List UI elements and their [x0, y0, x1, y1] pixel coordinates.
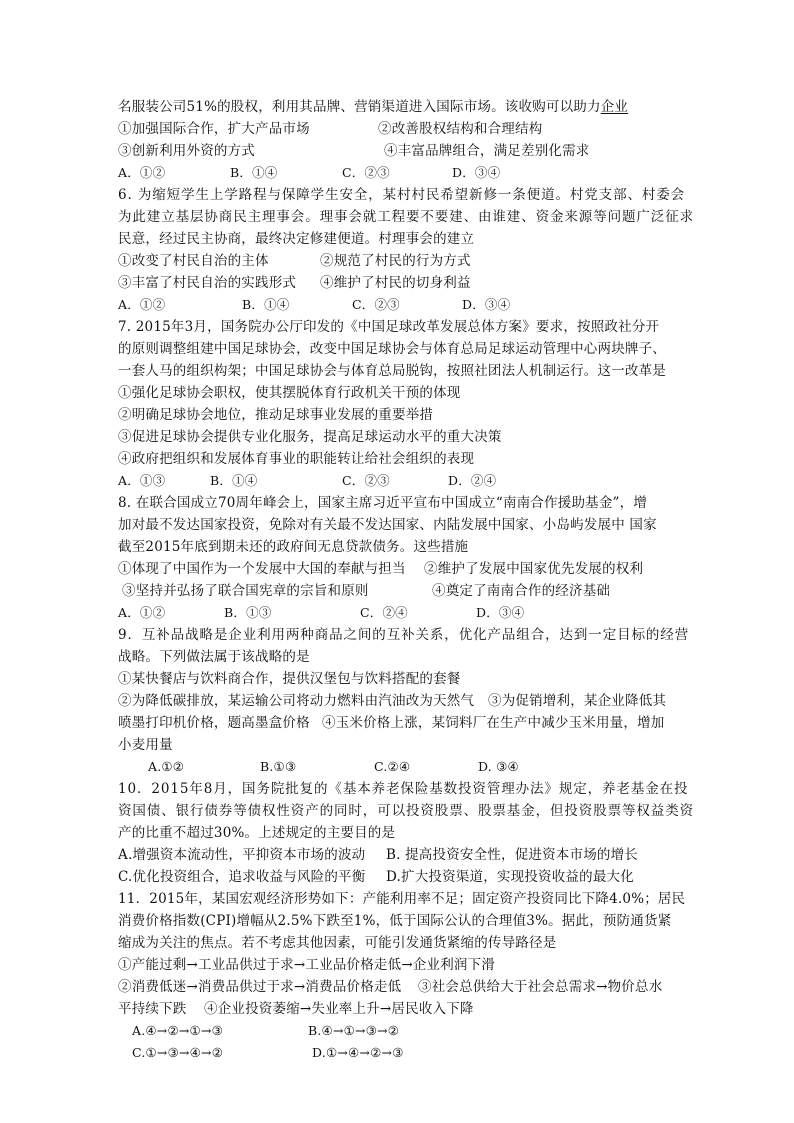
q8-answers [118, 602, 683, 624]
q5-answer-b: B．①④ [230, 165, 278, 180]
q6-option-2: ②规范了村民的行为方式 [320, 253, 471, 269]
q9-option-1: ①某快餐店与饮料商合作，提供汉堡包与饮料搭配的套餐 [118, 671, 461, 687]
q7-option-4: ④政府把组织和发展体育事业的职能转让给社会组织的表现 [118, 451, 475, 467]
q5-stem-text: 名服装公司51%的股权，利用其品牌、营销渠道进入国际市场。该收购可以助力 [118, 99, 601, 115]
q10-answer-b: B. 提高投资安全性，促进资本市场的增长 [386, 847, 639, 863]
q6-stem-line1: 6. 为缩短学生上学路程与保障学生安全，某村村民希望新修一条便道。村党支部、村委会 [118, 187, 686, 203]
q11-option-2: ②消费低迷→消费品供过于求→消费品价格走低 [118, 979, 402, 995]
q10-answers-row1 [118, 844, 683, 866]
q11-answer-d: D.①→④→②→③ [312, 1045, 404, 1060]
q11-option-3: ③社会总供给大于社会总需求→物价总水 [418, 979, 663, 995]
q8-stem-line2: 加对最不发达国家投资，免除对有关最不发达国家、内陆发展中国家、小岛屿发展中 国家 [118, 517, 657, 533]
q5-option-2: ②改善股权结构和合理结构 [378, 121, 543, 137]
q5-answer-a: A．①② [118, 165, 166, 180]
q5-stem-underlined: 企业 [600, 99, 629, 115]
q6-option-4: ④维护了村民的切身利益 [320, 275, 471, 291]
q11-option-1: ①产能过剩→工业品供过于求→工业品价格走低→企业利润下滑 [118, 957, 496, 973]
q8-answer-b: B．①③ [224, 605, 272, 620]
q7-answer-d: D．②④ [448, 473, 497, 488]
q10-answer-a: A.增强资本流动性，平抑资本市场的波动 [118, 847, 366, 863]
q8-options-row2 [118, 580, 683, 602]
q8-answer-d: D．③④ [476, 605, 525, 620]
q6-option-1: ①改变了村民自治的主体 [118, 253, 269, 269]
q6-answer-d: D．③④ [462, 297, 511, 312]
q11-stem-line3: 缩成为关注的焦点。若不考虑其他因素，可能引发通货紧缩的传导路径是 [118, 935, 557, 951]
q11-answer-c: C.①→③→④→② [132, 1045, 224, 1060]
q9-answer-b: B.①③ [260, 759, 297, 774]
q7-option-1: ①强化足球协会职权，使其摆脱体育行政机关干预的体现 [118, 385, 461, 401]
q7-option-2: ②明确足球协会地位，推动足球事业发展的重要举措 [118, 407, 434, 423]
q5-option-1: ①加强国际合作，扩大产品市场 [118, 121, 310, 137]
q5-options-row1 [118, 118, 683, 140]
q11-answer-a: A.④→②→①→③ [132, 1023, 224, 1038]
q10-stem-line2: 资国债、银行债券等债权性资产的同时，可以投资股票、股票基金，但投资股票等权益类资 [118, 803, 694, 819]
q11-option-3-cont: 平持续下跌 [118, 1001, 187, 1017]
q7-answers [118, 470, 683, 492]
q8-option-2: ②维护了发展中国家优先发展的权利 [424, 561, 644, 577]
q9-option-4: ④玉米价格上涨，某饲料厂在生产中减少玉米用量，增加 [322, 715, 665, 731]
q10-answer-c: C.优化投资组合，追求收益与风险的平衡 [118, 869, 366, 885]
q9-option-4-cont: 小麦用量 [118, 737, 173, 753]
q8-options-row1 [118, 558, 683, 580]
q5-answer-d: D．③④ [452, 165, 501, 180]
q7-option-3: ③促进足球协会提供专业化服务，提高足球运动水平的重大决策 [118, 429, 502, 445]
q10-stem-line1: 10．2015年8月，国务院批复的《基本养老保险基数投资管理办法》规定，养老基金在投 [118, 781, 689, 797]
q6-answer-c: C．②③ [352, 297, 400, 312]
q11-answers-row1 [118, 1020, 683, 1042]
q5-option-3: ③创新利用外资的方式 [118, 143, 255, 159]
q6-options-row2 [118, 272, 683, 294]
q6-answers [118, 294, 683, 316]
q7-stem-line1: 7. 2015年3月，国务院办公厅印发的《中国足球改革发展总体方案》要求，按照政社分开 [118, 319, 660, 335]
q7-answer-c: C．②③ [342, 473, 390, 488]
q6-stem-line3: 民意，经过民主协商，最终决定修建便道。村理事会的建立 [118, 231, 475, 247]
q7-stem-line3: 一套人马的组织构架；中国足球协会与体育总局脱钩，按照社团法人机制运行。这一改革是 [118, 363, 666, 379]
q9-answers [118, 756, 683, 778]
q10-answer-d: D.扩大投资渠道，实现投资收益的最大化 [386, 869, 634, 885]
q9-answer-d: D. ③④ [478, 759, 519, 774]
q6-option-3: ③丰富了村民自治的实践形式 [118, 275, 297, 291]
q8-option-3: ③坚持并弘扬了联合国宪章的宗旨和原则 [122, 583, 369, 599]
q9-stem-line1: 9．互补品战略是企业利用两种商品之间的互补关系，优化产品组合，达到一定目标的经营 [118, 627, 690, 643]
q5-option-4: ④丰富品牌组合，满足差别化需求 [384, 143, 590, 159]
q9-options-row2 [118, 690, 683, 712]
q9-answer-a: A.①② [148, 759, 185, 774]
q8-option-1: ①体现了中国作为一个发展中大国的奉献与担当 [118, 561, 406, 577]
q7-stem-line2: 的原则调整组建中国足球协会，改变中国足球协会与体育总局足球运动管理中心两块牌子、 [118, 341, 666, 357]
q9-answer-c: C.②④ [374, 759, 411, 774]
q10-stem-line3: 产的比重不超过30%。上述规定的主要目的是 [118, 825, 396, 841]
q5-answer-c: C．②③ [342, 165, 390, 180]
q10-answers-row2 [118, 866, 683, 888]
q9-stem-line2: 战略。下列做法属于该战略的是 [118, 649, 310, 665]
q7-answer-a: A．①③ [118, 473, 166, 488]
q7-answer-b: B．①④ [210, 473, 258, 488]
q8-answer-a: A．①② [118, 605, 166, 620]
q8-stem-line1: 8. 在联合国成立70周年峰会上，国家主席习近平宣布中国成立“南南合作援助基金”，增 [118, 495, 648, 511]
q11-stem-line1: 11．2015年，某国宏观经济形势如下：产能利用率不足；固定资产投资同比下降4.0%；居民 [118, 891, 686, 907]
q9-option-3-cont: 喷墨打印机价格，题高墨盒价格 [118, 715, 310, 731]
exam-page [118, 96, 694, 1064]
q11-options-row3 [118, 998, 683, 1020]
q11-options-row2 [118, 976, 683, 998]
q8-option-4: ④奠定了南南合作的经济基础 [432, 583, 611, 599]
q8-answer-c: C．②④ [360, 605, 408, 620]
q8-stem-line3: 截至2015年底到期未还的政府间无息贷款债务。这些措施 [118, 539, 469, 555]
q6-options-row1 [118, 250, 683, 272]
q9-option-2: ②为降低碳排放，某运输公司将动力燃料由汽油改为天然气 [118, 693, 475, 709]
q9-option-3: ③为促销增利，某企业降低其 [488, 693, 667, 709]
q5-answers [118, 162, 683, 184]
q5-options-row2 [118, 140, 683, 162]
q5-stem-line [118, 96, 683, 118]
q11-option-4: ④企业投资萎缩→失业率上升→居民收入下降 [204, 1001, 474, 1017]
q11-answers-row2 [118, 1042, 683, 1064]
q6-stem-line2: 为此建立基层协商民主理事会。理事会就工程要不要建、由谁建、资金来源等问题广泛征求 [118, 209, 694, 225]
q6-answer-b: B．①④ [242, 297, 290, 312]
q6-answer-a: A．①② [118, 297, 166, 312]
q9-options-row3 [118, 712, 683, 734]
q11-stem-line2: 消费价格指数(CPI)增幅从2.5%下跌至1%，低于国际公认的合理值3%。据此，预防通货紧 [118, 913, 672, 929]
q11-answer-b: B.④→①→③→② [308, 1023, 400, 1038]
